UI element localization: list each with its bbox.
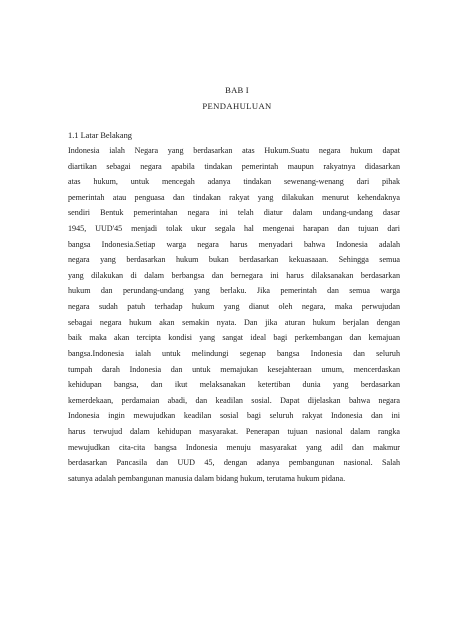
paragraph-line: bangsa.Indonesia ialah untuk melindungi segenap bangsa Indonesia dan seluruh [68, 348, 400, 358]
paragraph-line: 1945, UUD'45 menjadi tolak ukur segala hal mengenai harapan dan tujuan dari [68, 224, 400, 234]
paragraph-line: negara sudah patuh terhadap hukum yang dianut oleh negara, maka perwujudan [68, 302, 400, 312]
paragraph-line: sendiri Bentuk pemerintahan negara ini telah diatur dalam undang-undang dasar [68, 208, 400, 218]
paragraph-line: berdasarkan Pancasila dan UUD 45, dengan adanya pembangunan nasional. Salah [68, 458, 400, 468]
paragraph-line: kemerdekaan, perdamaian abadi, dan keadilan sosial. Dapat dijelaskan bahwa negara [68, 395, 400, 405]
paragraph-line: yang dilakukan di dalam berbangsa dan bernegara ini harus dilaksanakan berdasarkan [68, 270, 400, 280]
paragraph-line: bangsa Indonesia.Setiap warga negara harus menyadari bahwa Indonesia adalah [68, 239, 400, 249]
paragraph-line: hukum dan perundang-undang yang berlaku. Jika pemerintah dan semua warga [68, 286, 400, 296]
section-heading: 1.1 Latar Belakang [68, 131, 132, 140]
paragraph-line: baik maka akan tercipta kondisi yang sangat ideal bagi perkembangan dan kemajuan [68, 333, 400, 343]
paragraph-line: negara yang berdasarkan hukum bukan berdasarkan kekuasaaan. Sehingga semua [68, 255, 400, 265]
chapter-number: BAB I [225, 85, 249, 95]
paragraph-line: kehidupan bangsa, dan ikut melaksanakan ketertiban dunia yang berdasarkan [68, 380, 400, 390]
paragraph-line: Indonesia ingin mewujudkan keadilan sosial bagi seluruh rakyat Indonesia dan ini [68, 411, 400, 421]
paragraph-line: harus terwujud dalam kehidupan masyarakat. Penerapan tujuan nasional dalam rangka [68, 426, 400, 436]
chapter-title: PENDAHULUAN [202, 101, 272, 111]
body-paragraph [68, 143, 400, 486]
paragraph-line: atas hukum, untuk mencegah adanya tindakan sewenang-wenang dari pihak [68, 177, 400, 187]
paragraph-line: satunya adalah pembangunan manusia dalam bidang hukum, terutama hukum pidana. [68, 473, 346, 483]
paragraph-line: diartikan sebagai negara apabila tindakan pemerintah maupun rakyatnya didasarkan [68, 161, 400, 171]
paragraph-line: sebagai negara hukum akan semakin nyata. Dan jika aturan hukum berjalan dengan [68, 317, 400, 327]
paragraph-line: tumpah darah Indonesia dan untuk memajukan kesejahteraan umum, mencerdaskan [68, 364, 400, 374]
paragraph-line: mewujudkan cita-cita bangsa Indonesia menuju masyarakat yang adil dan makmur [68, 442, 400, 452]
paragraph-line: pemerintah atau penguasa dan tindakan rakyat yang dilakukan menurut kehendaknya [68, 192, 400, 202]
paragraph-line: Indonesia ialah Negara yang berdasarkan atas Hukum.Suatu negara hukum dapat [68, 146, 400, 155]
